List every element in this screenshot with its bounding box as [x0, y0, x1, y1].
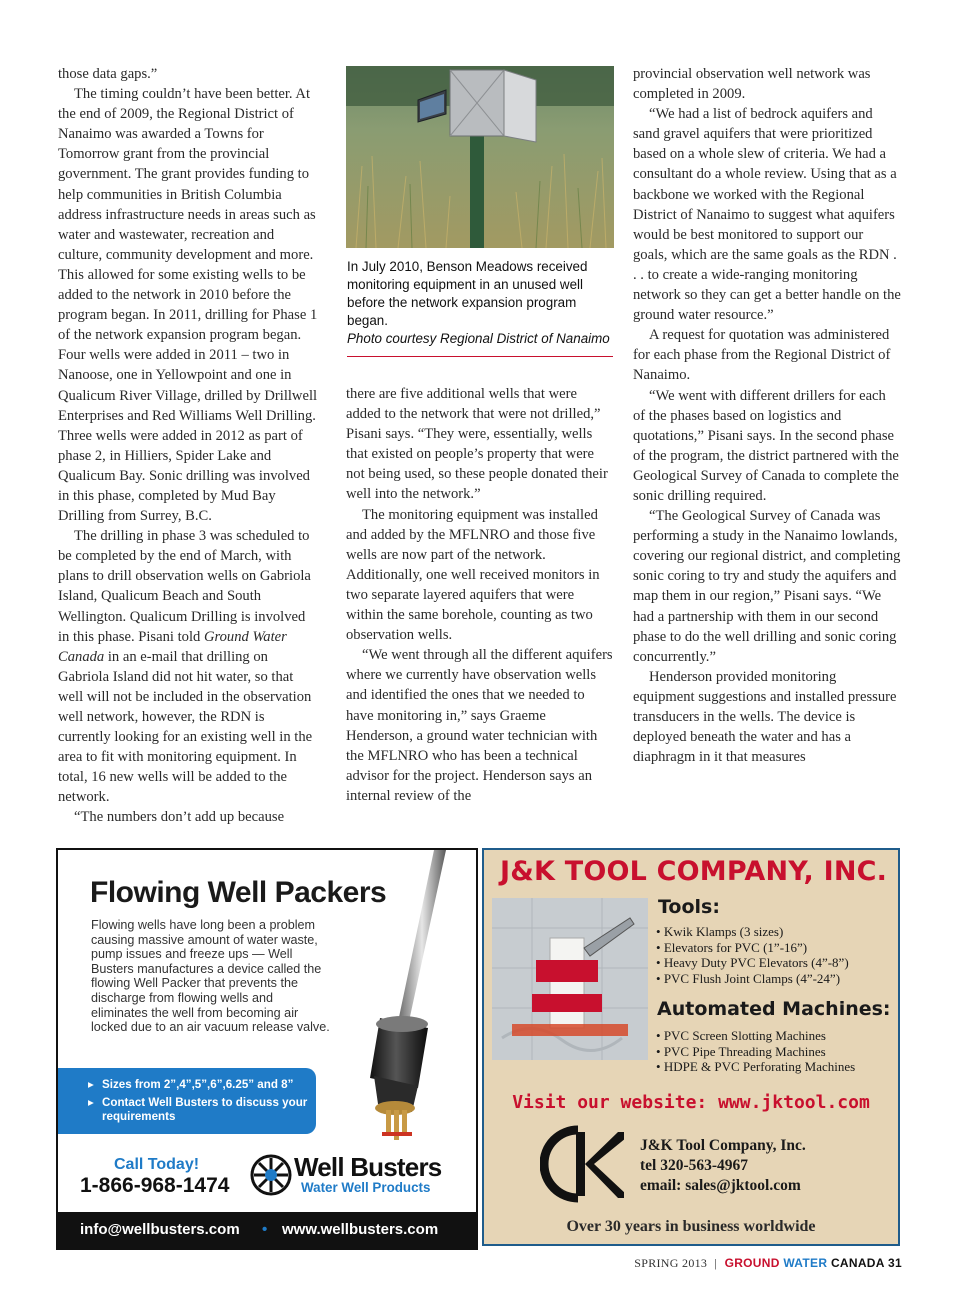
publication-name: Ground Water Canada: [58, 628, 287, 665]
separator: |: [714, 1256, 718, 1270]
monitoring-well-photo: [346, 66, 614, 248]
article-column-3: [633, 64, 901, 767]
call-today-label: Call Today!: [114, 1156, 200, 1173]
ad-brand-name: Well Busters: [294, 1152, 442, 1182]
machines-list: [656, 1028, 855, 1075]
list-item: • HDPE & PVC Perforating Machines: [656, 1059, 855, 1075]
ad-headline: Flowing Well Packers: [90, 876, 387, 909]
magazine-name-water: WATER: [783, 1256, 828, 1270]
page-footer: [634, 1256, 902, 1271]
tools-heading: Tools:: [658, 896, 720, 918]
paragraph: The monitoring equipment was installed and added by the MFLNRO and those five wells are now part of the network. Additionally, one well received monitors in two separate layered aquifers that were within the same borehole, counting as two observation wells.: [346, 506, 600, 644]
feature-text: Contact Well Busters to discuss your requirements: [102, 1095, 308, 1123]
feature-text: Sizes from 2”,4”,5”,6”,6.25” and 8”: [102, 1078, 294, 1091]
list-item: • Elevators for PVC (1”-16”): [656, 940, 849, 956]
text-run: The drilling in phase 3 was scheduled to be completed by the end of March, with plans to drill observation wells on Gabriola Island, Qualicum Beach and South Wellington. Qualicum Drilling is involved in this phase. Pisani told: [58, 528, 311, 645]
tools-list: [656, 924, 849, 986]
ad-phone-number[interactable]: 1-866-968-1474: [80, 1174, 230, 1197]
ad-headline: J&K TOOL COMPANY, INC.: [500, 856, 888, 887]
separator-dot: •: [262, 1221, 268, 1238]
paragraph: “We went with different drillers for each of the phases based on logistics and quotations,” Pisani says. In the second phase of the program, the district partnered with the Geological Survey of Canada to complete the sonic drilling required.: [633, 387, 899, 504]
wellbusters-logo-icon: [250, 1154, 292, 1196]
wellbusters-advertisement[interactable]: [56, 848, 478, 1250]
feature-item: [88, 1078, 316, 1093]
paragraph: [58, 526, 320, 807]
magazine-name-ground: GROUND: [724, 1256, 780, 1270]
ad-body-text: Flowing wells have long been a problem causing massive amount of water waste, pump issues and freeze ups — Well Busters manufactures a device called the flowing Well Packer that prevents the discharge from flowing wells and eliminates the well from becoming air locked due to an air vacuum release valve.: [91, 918, 330, 1035]
ad-website-link[interactable]: Visit our website: www.jktool.com: [512, 1092, 870, 1113]
ad-tagline: Over 30 years in business worldwide: [566, 1218, 816, 1235]
arrow-right-icon: ▸: [88, 1078, 94, 1091]
jk-tool-advertisement[interactable]: [482, 848, 900, 1246]
paragraph: “The Geological Survey of Canada was performing a study in the Nanaimo lowlands, covering our regional district, and completing sonic coring to try and study the aquifers and map them in our region,” Pisani says. “We had a partnership with them in our second phase to do the well drilling and sonic coring concurrently.”: [633, 508, 901, 665]
magazine-name: [725, 1256, 885, 1270]
paragraph: provincial observation well network was completed in 2009.: [633, 66, 871, 103]
arrow-right-icon: ▸: [88, 1095, 94, 1109]
article-photo: [346, 66, 614, 248]
issue-label: SPRING 2013: [634, 1256, 708, 1270]
list-item: • PVC Screen Slotting Machines: [656, 1028, 855, 1044]
paragraph: there are five additional wells that were added to the network that were not drilled,” Pisani says. “They were, essentially, wells that existed on people’s property that were not being used, so these people donated their well into the network.”: [346, 386, 608, 503]
ad-website-link[interactable]: www.wellbusters.com: [282, 1221, 439, 1238]
company-name: J&K Tool Company, Inc.: [640, 1137, 806, 1154]
photo-credit: Photo courtesy Regional District of Nanaimo: [347, 331, 610, 346]
ad-contact-block: [640, 1136, 806, 1196]
magazine-name-canada: CANADA: [830, 1256, 885, 1270]
article-column-2: [346, 384, 614, 806]
list-item: • PVC Pipe Threading Machines: [656, 1044, 855, 1060]
page-number: 31: [888, 1256, 902, 1270]
paragraph: those data gaps.”: [58, 66, 158, 82]
paragraph: A request for quotation was administered for each phase from the Regional District of Nanaimo.: [633, 327, 891, 384]
paragraph: “The numbers don’t add up because: [74, 809, 285, 826]
ad-email-link[interactable]: info@wellbusters.com: [80, 1221, 240, 1238]
text-run: in an e-mail that drilling on Gabriola Island did not hit water, so that well will not be included in the observation well network, however, the RDN is currently looking for an existing well in the area to fit with monitoring equipment. In total, 16 new wells will be added to the network.: [58, 648, 313, 806]
list-item: • PVC Flush Joint Clamps (4”-24”): [656, 971, 849, 987]
jk-logo-icon: [540, 1124, 624, 1204]
paragraph: The timing couldn’t have been better. At the end of 2009, the Regional District of Nanaimo was awarded a Towns for Tomorrow grant from the provincial government. The grant provides funding to help communities in British Columbia address infrastructure needs in areas such as water and wastewater, recreation and culture, community development and more. This allowed for some existing wells to be added to the network in 2010 before the program began. In 2011, drilling for Phase 1 of the network expansion program began. Four wells were added in 2011 – two in Nanoose, one in Yellowpoint and one in Qualicum River Village, drilled by Drillwell Enterprises and Red Williams Well Drilling. Three wells were added in 2012 as part of phase 2, in Hilliers, Spider Lake and Qualicum Bay. Sonic drilling was involved in this phase, completed by Mud Bay Drilling from Surrey, B.C.: [58, 86, 318, 525]
email-address[interactable]: email: sales@jktool.com: [640, 1177, 801, 1194]
ad-feature-box: [58, 1068, 316, 1134]
pipe-clamp-image: [492, 898, 648, 1060]
ad-brand-subtitle: Water Well Products: [301, 1180, 431, 1195]
feature-item: [88, 1096, 316, 1125]
paragraph: Henderson provided monitoring equipment suggestions and installed pressure transducers in the wells. The device is deployed beneath the water and has a diaphragm in it that measures: [633, 668, 897, 766]
automated-machines-heading: Automated Machines:: [657, 998, 891, 1020]
article-column-1: [58, 64, 320, 828]
list-item: • Kwik Klamps (3 sizes): [656, 924, 849, 940]
ad-contact-bar: [58, 1212, 476, 1248]
list-item: • Heavy Duty PVC Elevators (4”-8”): [656, 955, 849, 971]
paragraph: “We went through all the different aquifers where we currently have observation wells and identified the ones that we needed to have monitoring in,” says Graeme Henderson, a ground water technician with the MFLNRO who has been a technical advisor for the project. Henderson says an internal review of the: [346, 647, 613, 804]
phone-number[interactable]: tel 320-563-4967: [640, 1157, 749, 1174]
photo-caption: [347, 258, 613, 357]
caption-text: In July 2010, Benson Meadows received monitoring equipment in an unused well before the network expansion program began.: [347, 259, 588, 328]
paragraph: “We had a list of bedrock aquifers and sand gravel aquifers that were prioritized based on a whole slew of criteria. We had a consultant do a whole review. Using that as a backbone we worked with the Regional District of Nanaimo to suggest what aquifers would be best monitored to support our goals, which are the same goals as the RDN . . . to create a wide-ranging monitoring network so they can get a better handle on the ground water resource.”: [633, 106, 901, 324]
tool-product-photo: [492, 898, 648, 1060]
